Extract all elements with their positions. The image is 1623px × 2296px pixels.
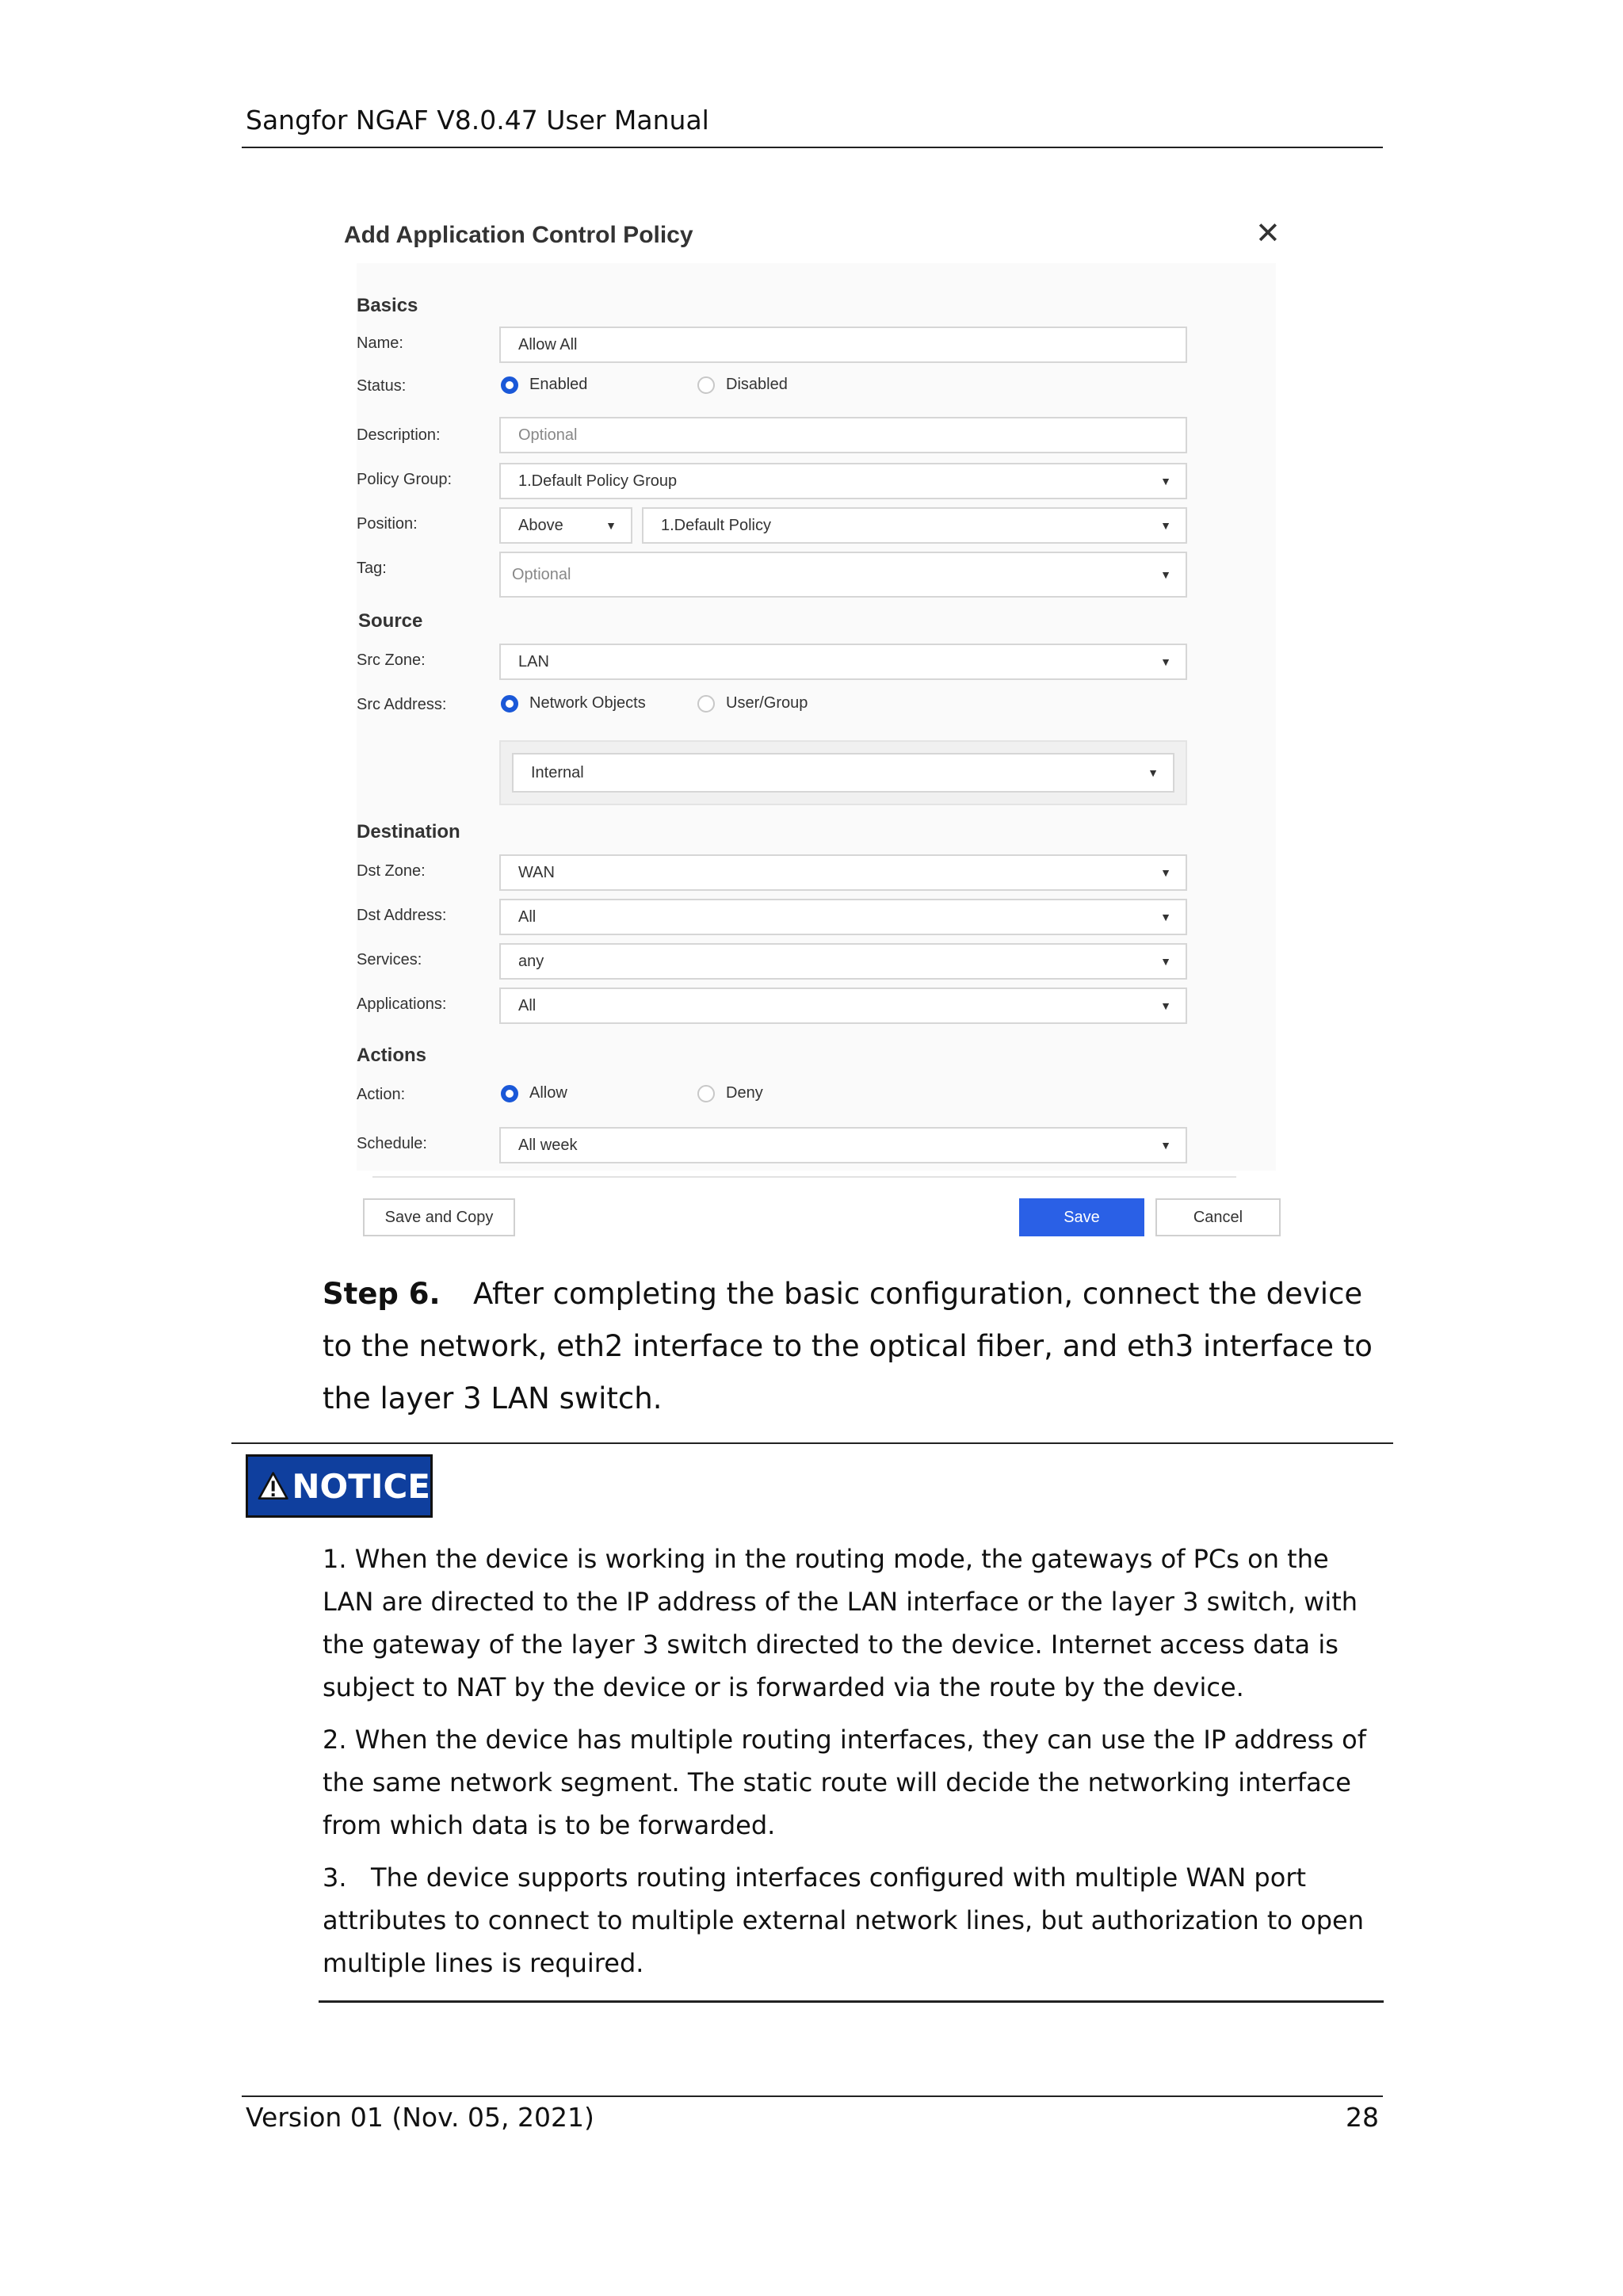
version-text: Version 01 (Nov. 05, 2021) — [246, 2102, 594, 2133]
notice-item: 2. When the device has multiple routing interfaces, they can use the IP address of the same network segment. The static route will decide the networking interface from which data is to be forwarded. — [323, 1725, 1366, 1840]
src-network-objects-label: Network Objects — [529, 694, 646, 712]
schedule-value: All week — [518, 1137, 578, 1154]
dst-zone-value: WAN — [518, 864, 555, 881]
notice-list — [323, 1538, 1384, 1994]
action-allow-label: Allow — [529, 1084, 567, 1102]
dst-address-label: Dst Address: — [357, 907, 447, 924]
status-label: Status: — [357, 377, 407, 395]
dst-zone-label: Dst Zone: — [357, 862, 426, 880]
position-relation-select[interactable] — [499, 507, 632, 544]
chevron-down-icon: ▼ — [1160, 475, 1171, 487]
save-button[interactable]: Save — [1019, 1198, 1144, 1236]
dialog-divider — [372, 1176, 1236, 1178]
chevron-down-icon: ▼ — [1148, 766, 1159, 779]
radio-unchecked-icon — [697, 376, 715, 394]
section-destination: Destination — [357, 821, 460, 842]
position-policy-select[interactable] — [642, 507, 1187, 544]
chevron-down-icon: ▼ — [1160, 866, 1171, 879]
chevron-down-icon: ▼ — [1160, 655, 1171, 668]
services-label: Services: — [357, 951, 422, 968]
radio-checked-icon — [501, 695, 518, 712]
src-zone-label: Src Zone: — [357, 651, 426, 669]
position-relation-value: Above — [518, 517, 563, 534]
action-label: Action: — [357, 1086, 406, 1103]
schedule-select[interactable] — [499, 1127, 1187, 1163]
notice-badge — [246, 1454, 433, 1518]
add-policy-dialog — [333, 208, 1308, 1254]
description-input[interactable]: Optional — [499, 417, 1187, 453]
dst-address-value: All — [518, 908, 537, 926]
radio-checked-icon — [501, 1085, 518, 1102]
dst-zone-select[interactable] — [499, 854, 1187, 891]
action-allow-radio[interactable] — [501, 1084, 567, 1102]
warning-icon — [258, 1464, 288, 1508]
applications-select[interactable] — [499, 988, 1187, 1024]
action-deny-radio[interactable] — [697, 1084, 763, 1102]
save-and-copy-button[interactable]: Save and Copy — [363, 1198, 515, 1236]
notice-top-rule — [231, 1442, 1393, 1444]
radio-checked-icon — [501, 376, 518, 394]
src-address-label: Src Address: — [357, 696, 447, 713]
chevron-down-icon: ▼ — [1160, 999, 1171, 1012]
src-objects-panel — [499, 740, 1187, 805]
notice-bottom-rule — [319, 2000, 1384, 2003]
notice-label: NOTICE — [292, 1466, 430, 1506]
position-policy-value: 1.Default Policy — [661, 517, 771, 534]
src-network-objects-radio[interactable] — [501, 694, 646, 712]
applications-label: Applications: — [357, 995, 447, 1013]
section-source: Source — [358, 610, 423, 632]
status-disabled-label: Disabled — [726, 376, 788, 393]
chevron-down-icon: ▼ — [1160, 911, 1171, 923]
chevron-down-icon: ▼ — [1160, 955, 1171, 968]
footer-rule — [242, 2095, 1383, 2097]
applications-value: All — [518, 997, 537, 1014]
notice-item: 3. The device supports routing interfaces configured with multiple WAN port attributes to connect to multiple external network lines, but authorization to open multiple lines is required. — [323, 1862, 1365, 1978]
schedule-label: Schedule: — [357, 1135, 427, 1152]
tag-placeholder: Optional — [512, 566, 571, 583]
src-user-group-radio[interactable] — [697, 694, 808, 712]
step-paragraph — [323, 1268, 1384, 1425]
status-enabled-radio[interactable] — [501, 376, 587, 394]
position-label: Position: — [357, 515, 418, 533]
step-label: Step 6. — [323, 1277, 441, 1311]
status-enabled-label: Enabled — [529, 376, 588, 393]
page-number: 28 — [1346, 2102, 1379, 2133]
dialog-title: Add Application Control Policy — [344, 222, 693, 248]
chevron-down-icon: ▼ — [1160, 1139, 1171, 1152]
page-header: Sangfor NGAF V8.0.47 User Manual — [246, 105, 709, 136]
cancel-button[interactable]: Cancel — [1155, 1198, 1281, 1236]
name-label: Name: — [357, 334, 403, 352]
chevron-down-icon: ▼ — [1160, 519, 1171, 532]
close-icon[interactable]: ✕ — [1255, 217, 1281, 250]
section-actions: Actions — [357, 1045, 427, 1066]
policy-group-value: 1.Default Policy Group — [518, 472, 678, 490]
src-object-select[interactable] — [512, 753, 1174, 793]
radio-unchecked-icon — [697, 1085, 715, 1102]
dialog-body — [357, 263, 1276, 1171]
name-input[interactable]: Allow All — [499, 327, 1187, 363]
action-deny-label: Deny — [726, 1084, 763, 1102]
src-zone-value: LAN — [518, 653, 549, 670]
radio-unchecked-icon — [697, 695, 715, 712]
dst-address-select[interactable] — [499, 899, 1187, 935]
chevron-down-icon: ▼ — [605, 519, 617, 532]
src-user-group-label: User/Group — [726, 694, 808, 712]
tag-select[interactable] — [499, 552, 1187, 598]
services-select[interactable] — [499, 943, 1187, 980]
notice-item: 1. When the device is working in the routing mode, the gateways of PCs on the LAN are directed to the IP address of the LAN interface or the layer 3 switch, with the gateway of the layer 3 switch directed to the device. Internet access data is subject to NAT by the device or is forwarded via the route by the device. — [323, 1544, 1358, 1702]
chevron-down-icon: ▼ — [1160, 568, 1171, 581]
description-label: Description: — [357, 426, 441, 444]
step-text: After completing the basic configuration, connect the device to the network, eth2 interface to the optical fiber, and eth3 interface to the layer 3 LAN switch. — [323, 1277, 1373, 1415]
src-zone-select[interactable] — [499, 644, 1187, 680]
header-rule — [242, 147, 1383, 148]
status-disabled-radio[interactable] — [697, 376, 788, 394]
tag-label: Tag: — [357, 560, 387, 577]
section-basics: Basics — [357, 295, 418, 316]
policy-group-select[interactable] — [499, 463, 1187, 499]
services-value: any — [518, 953, 544, 970]
policy-group-label: Policy Group: — [357, 471, 453, 488]
src-object-value: Internal — [531, 764, 584, 781]
